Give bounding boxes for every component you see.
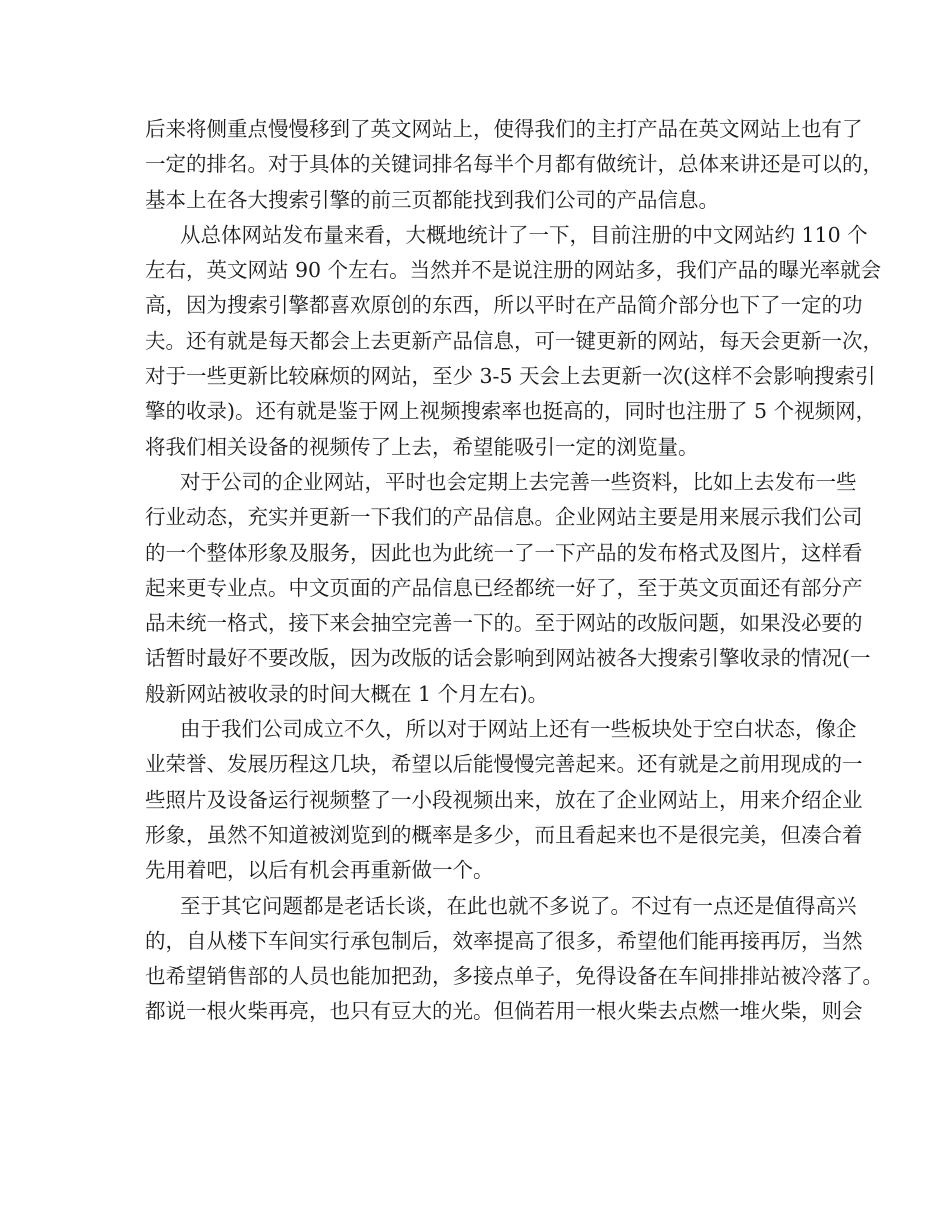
text-line: 业荣誉、发展历程这几块，希望以后能慢慢完善起来。还有就是之前用现成的一 [145,752,863,777]
paragraph-first-line: 对于公司的企业网站，平时也会定期上去完善一些资料，比如上去发布一些 [180,469,857,494]
paragraph-first-line: 至于其它问题都是老话长谈，在此也就不多说了。不过有一点还是值得高兴 [180,893,857,918]
text-line: 将我们相关设备的视频传了上去，希望能吸引一定的浏览量。 [145,434,699,459]
text-line: 也希望销售部的人员也能加把劲，多接点单子，免得设备在车间排排站被冷落了。 [145,964,883,989]
text-line: 高，因为搜索引擎都喜欢原创的东西，所以平时在产品简介部分也下了一定的功 [145,293,863,318]
document-body [145,112,883,1030]
text-line: 基本上在各大搜索引擎的前三页都能找到我们公司的产品信息。 [145,187,719,212]
text-line: 的，自从楼下车间实行承包制后，效率提高了很多，希望他们能再接再厉，当然 [145,928,863,953]
text-line: 夫。还有就是每天都会上去更新产品信息，可一键更新的网站，每天会更新一次， [145,328,883,353]
text-line: 话暂时最好不要改版，因为改版的话会影响到网站被各大搜索引擎收录的情况(一 [145,646,871,671]
text-line: 对于一些更新比较麻烦的网站，至少 3-5 天会上去更新一次(这样不会影响搜索引 [145,364,876,389]
paragraph-first-line: 从总体网站发布量来看，大概地统计了一下，目前注册的中文网站约 110 个 [180,222,868,247]
text-line: 般新网站被收录的时间大概在 1 个月左右)。 [145,681,549,706]
text-line: 先用着吧，以后有机会再重新做一个。 [145,858,494,883]
text-line: 擎的收录)。还有就是鉴于网上视频搜索率也挺高的，同时也注册了 5 个视频网， [145,399,877,424]
paragraph-first-line: 由于我们公司成立不久，所以对于网站上还有一些板块处于空白状态，像企 [180,717,857,742]
text-line: 左右，英文网站 90 个左右。当然并不是说注册的网站多，我们产品的曝光率就会 [145,258,882,283]
text-line: 些照片及设备运行视频整了一小段视频出来，放在了企业网站上，用来介绍企业 [145,787,863,812]
text-line: 的一个整体形象及服务，因此也为此统一了一下产品的发布格式及图片，这样看 [145,540,863,565]
text-line: 都说一根火柴再亮，也只有豆大的光。但倘若用一根火柴去点燃一堆火柴，则会 [145,999,863,1024]
text-line: 一定的排名。对于具体的关键词排名每半个月都有做统计，总体来讲还是可以的， [145,152,883,177]
text-line: 后来将侧重点慢慢移到了英文网站上，使得我们的主打产品在英文网站上也有了 [145,117,863,141]
text-line: 起来更专业点。中文页面的产品信息已经都统一好了，至于英文页面还有部分产 [145,575,863,600]
text-line: 形象，虽然不知道被浏览到的概率是多少，而且看起来也不是很完美，但凑合着 [145,822,863,847]
text-line: 行业动态，充实并更新一下我们的产品信息。企业网站主要是用来展示我们公司 [145,505,863,530]
text-line: 品未统一格式，接下来会抽空完善一下的。至于网站的改版问题，如果没必要的 [145,611,863,636]
